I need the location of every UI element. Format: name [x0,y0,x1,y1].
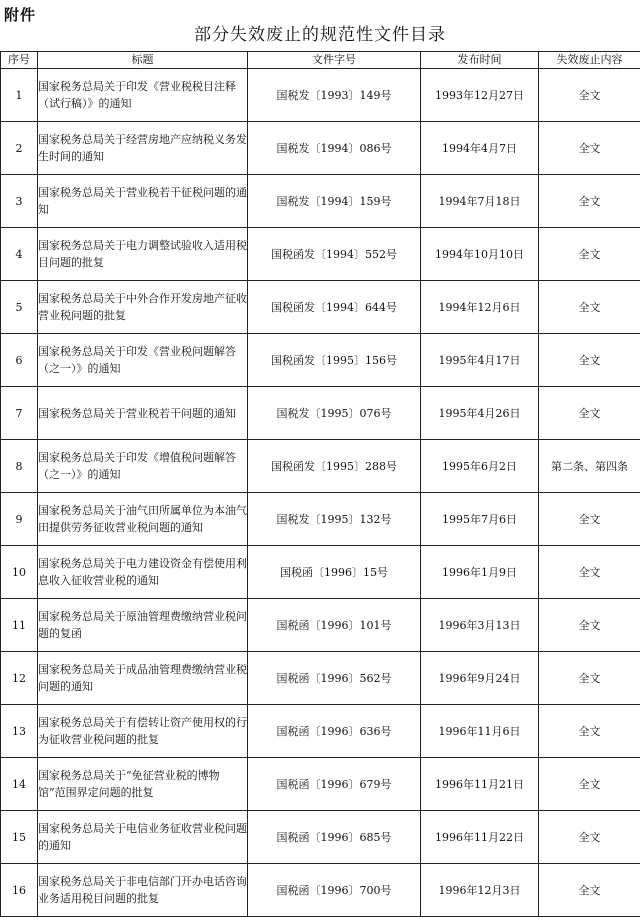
row-document-number: 国税函〔1996〕679号 [248,758,421,811]
header-title: 标题 [38,52,248,69]
row-title: 国家税务总局关于营业税若干问题的通知 [38,387,248,440]
row-document-number: 国税发〔1993〕149号 [248,69,421,122]
row-repealed-content: 全文 [539,811,640,864]
header-document-number: 文件字号 [248,52,421,69]
row-serial-no: 1 [1,69,38,122]
row-title: 国家税务总局关于原油管理费缴纳营业税问题的复函 [38,599,248,652]
row-title: 国家税务总局关于“免征营业税的博物馆”范围界定问题的批复 [38,758,248,811]
row-serial-no: 3 [1,175,38,228]
row-serial-no: 16 [1,864,38,917]
row-issue-date: 1995年4月17日 [421,334,539,387]
row-issue-date: 1996年12月3日 [421,864,539,917]
row-document-number: 国税函〔1996〕562号 [248,652,421,705]
row-serial-no: 8 [1,440,38,493]
row-repealed-content: 全文 [539,758,640,811]
row-issue-date: 1995年7月6日 [421,493,539,546]
row-repealed-content: 全文 [539,175,640,228]
document-catalog-table [0,51,640,917]
row-issue-date: 1995年4月26日 [421,387,539,440]
row-document-number: 国税函〔1996〕15号 [248,546,421,599]
row-issue-date: 1996年9月24日 [421,652,539,705]
row-repealed-content: 全文 [539,864,640,917]
table-row [1,758,640,811]
table-row [1,546,640,599]
row-document-number: 国税函发〔1995〕156号 [248,334,421,387]
row-title: 国家税务总局关于非电信部门开办电话咨询业务适用税目问题的批复 [38,864,248,917]
row-repealed-content: 全文 [539,334,640,387]
row-title: 国家税务总局关于成品油管理费缴纳营业税问题的通知 [38,652,248,705]
row-repealed-content: 全文 [539,652,640,705]
row-serial-no: 9 [1,493,38,546]
row-issue-date: 1994年7月18日 [421,175,539,228]
row-document-number: 国税发〔1994〕086号 [248,122,421,175]
row-issue-date: 1994年4月7日 [421,122,539,175]
row-repealed-content: 全文 [539,493,640,546]
row-serial-no: 11 [1,599,38,652]
table-row [1,334,640,387]
table-row [1,281,640,334]
row-repealed-content: 全文 [539,387,640,440]
row-issue-date: 1996年1月9日 [421,546,539,599]
row-issue-date: 1996年11月6日 [421,705,539,758]
row-repealed-content: 全文 [539,228,640,281]
row-title: 国家税务总局关于印发《增值税问题解答（之一）》的通知 [38,440,248,493]
row-repealed-content: 全文 [539,281,640,334]
row-document-number: 国税函〔1996〕685号 [248,811,421,864]
row-title: 国家税务总局关于印发《营业税税目注释（试行稿）》的通知 [38,69,248,122]
table-body [1,69,640,917]
row-issue-date: 1995年6月2日 [421,440,539,493]
page-title: 部分失效废止的规范性文件目录 [194,25,446,45]
table-row [1,175,640,228]
row-serial-no: 15 [1,811,38,864]
row-issue-date: 1993年12月27日 [421,69,539,122]
row-title: 国家税务总局关于营业税若干征税问题的通知 [38,175,248,228]
row-document-number: 国税发〔1995〕132号 [248,493,421,546]
row-document-number: 国税发〔1994〕159号 [248,175,421,228]
row-serial-no: 2 [1,122,38,175]
table-row [1,493,640,546]
row-serial-no: 7 [1,387,38,440]
annex-label: 附件 [4,6,37,24]
row-repealed-content: 全文 [539,705,640,758]
table-row [1,440,640,493]
row-issue-date: 1994年12月6日 [421,281,539,334]
row-serial-no: 4 [1,228,38,281]
row-title: 国家税务总局关于电力调整试验收入适用税目问题的批复 [38,228,248,281]
row-serial-no: 12 [1,652,38,705]
table-row [1,599,640,652]
header-issue-date: 发布时间 [421,52,539,69]
row-issue-date: 1994年10月10日 [421,228,539,281]
row-repealed-content: 全文 [539,546,640,599]
table-row [1,122,640,175]
table-row [1,652,640,705]
row-serial-no: 10 [1,546,38,599]
table-row [1,387,640,440]
row-title: 国家税务总局关于有偿转让资产使用权的行为征收营业税问题的批复 [38,705,248,758]
row-document-number: 国税函〔1996〕700号 [248,864,421,917]
row-title: 国家税务总局关于油气田所属单位为本油气田提供劳务征收营业税问题的通知 [38,493,248,546]
row-serial-no: 5 [1,281,38,334]
row-issue-date: 1996年11月22日 [421,811,539,864]
row-document-number: 国税函发〔1995〕288号 [248,440,421,493]
table-header-row [1,52,640,69]
row-title: 国家税务总局关于电力建设资金有偿使用利息收入征收营业税的通知 [38,546,248,599]
row-title: 国家税务总局关于经营房地产应纳税义务发生时间的通知 [38,122,248,175]
row-document-number: 国税函发〔1994〕644号 [248,281,421,334]
header-repealed-content: 失效废止内容 [539,52,640,69]
row-issue-date: 1996年3月13日 [421,599,539,652]
table-row [1,705,640,758]
row-title: 国家税务总局关于印发《营业税问题解答（之一）》的通知 [38,334,248,387]
row-title: 国家税务总局关于电信业务征收营业税问题的通知 [38,811,248,864]
row-repealed-content: 全文 [539,122,640,175]
row-title: 国家税务总局关于中外合作开发房地产征收营业税问题的批复 [38,281,248,334]
row-serial-no: 14 [1,758,38,811]
table-row [1,228,640,281]
row-repealed-content: 全文 [539,599,640,652]
row-issue-date: 1996年11月21日 [421,758,539,811]
table-row [1,811,640,864]
row-document-number: 国税发〔1995〕076号 [248,387,421,440]
table-row [1,69,640,122]
row-document-number: 国税函〔1996〕101号 [248,599,421,652]
row-document-number: 国税函发〔1994〕552号 [248,228,421,281]
row-serial-no: 13 [1,705,38,758]
row-repealed-content: 全文 [539,69,640,122]
row-document-number: 国税函〔1996〕636号 [248,705,421,758]
row-repealed-content: 第二条、第四条 [539,440,640,493]
header-serial-no: 序号 [1,52,38,69]
table-row [1,864,640,917]
row-serial-no: 6 [1,334,38,387]
